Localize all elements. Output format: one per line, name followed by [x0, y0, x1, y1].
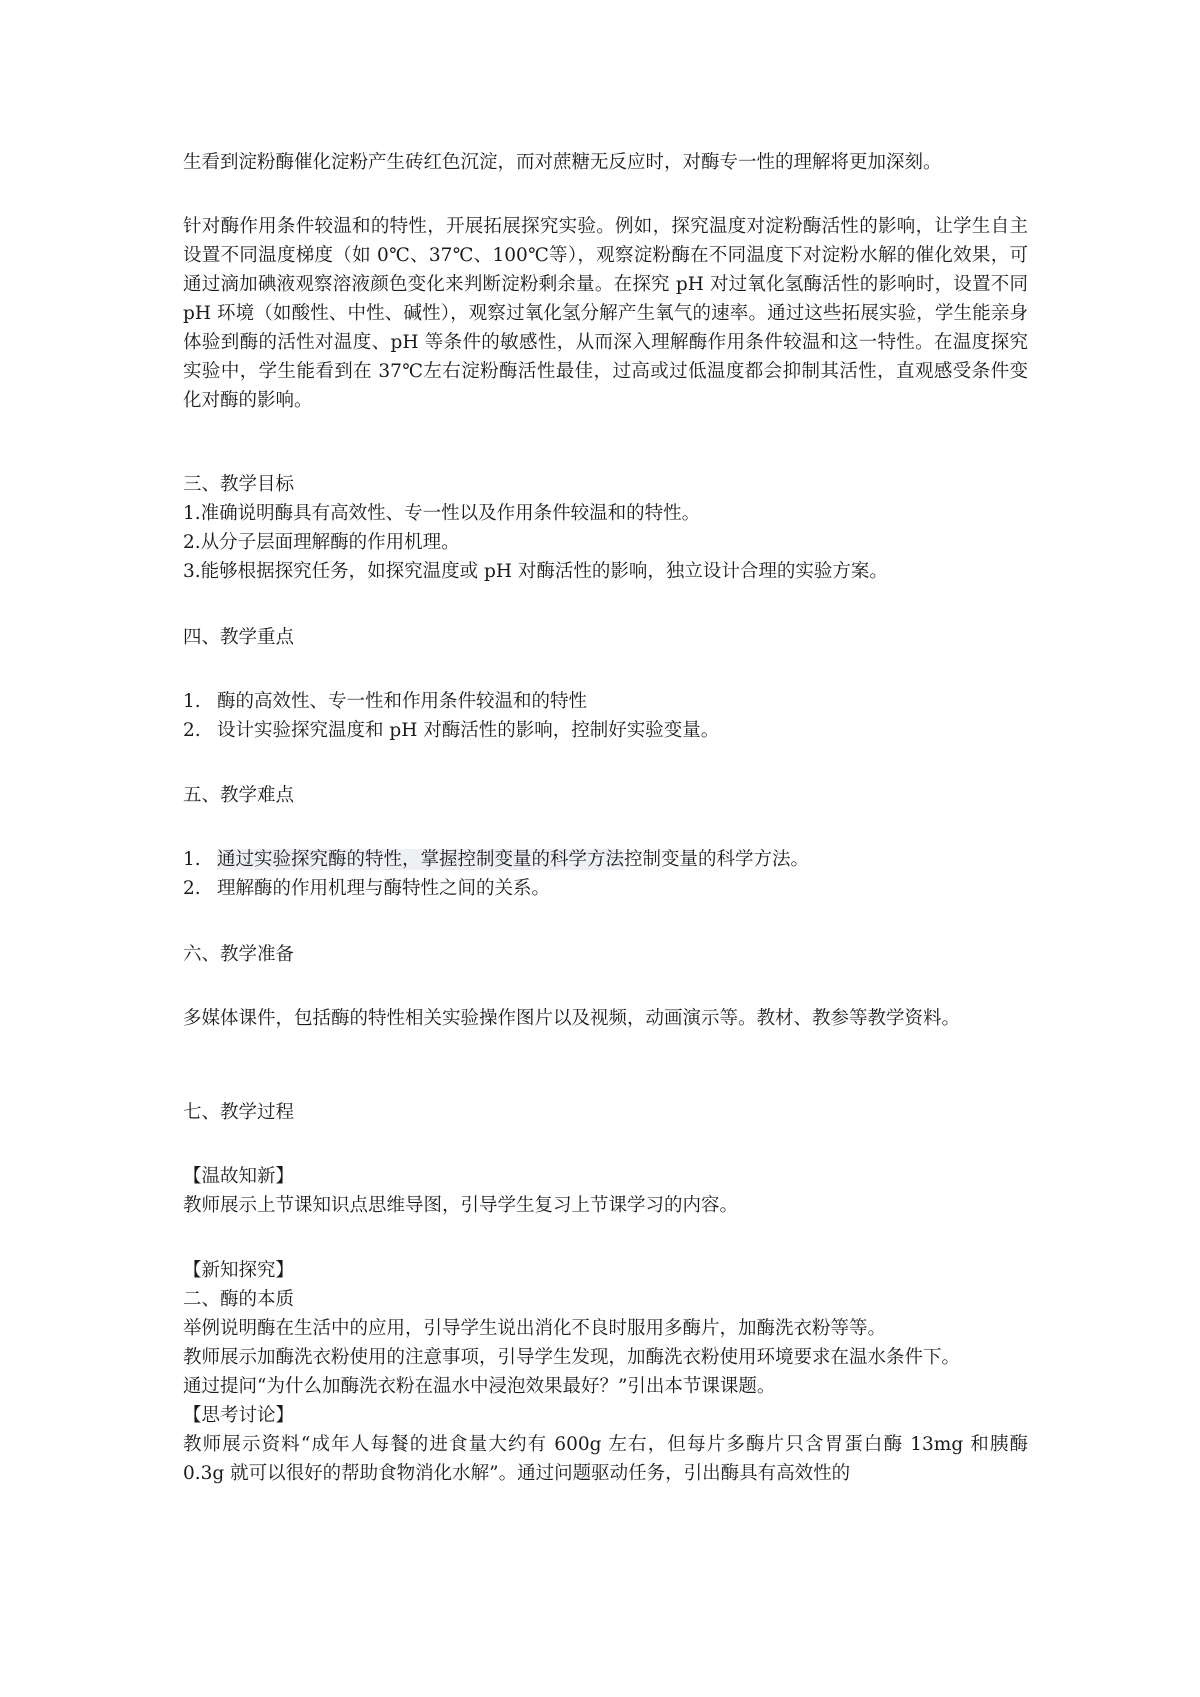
new-knowledge-line: 举例说明酶在生活中的应用，引导学生说出消化不良时服用多酶片，加酶洗衣粉等等。 [183, 1318, 887, 1339]
think-discuss-body: 教师展示资料“成年人每餐的进食量大约有 600g 左右，但每片多酶片只含胃蛋白酶 13mg 和胰酶 0.3g 就可以很好的帮助食物消化水解”。通过问题驱动任务，引出酶具有高效性的 [183, 1434, 1028, 1484]
section-title: 三、教学目标 [183, 474, 295, 495]
list-number: 2. [183, 878, 201, 899]
section-title: 七、教学过程 [183, 1102, 295, 1123]
new-knowledge-tag: 【新知探究】 [183, 1260, 295, 1281]
list-item [183, 874, 1028, 903]
section-teaching-difficulty-list [183, 845, 1028, 903]
review-tag: 【温故知新】 [183, 1166, 295, 1187]
new-knowledge-line: 教师展示加酶洗衣粉使用的注意事项，引导学生发现，加酶洗衣粉使用环境要求在温水条件下。 [183, 1347, 961, 1368]
list-item [183, 716, 1028, 745]
review-block [183, 1162, 1028, 1220]
section-teaching-process-title [183, 1098, 1028, 1127]
list-number: 2. [183, 720, 201, 741]
list-text: 理解酶的作用机理与酶特性之间的关系。 [217, 878, 551, 899]
list-item [183, 845, 1028, 874]
think-discuss-tag: 【思考讨论】 [183, 1405, 295, 1426]
section-teaching-prep-body: 多媒体课件，包括酶的特性相关实验操作图片以及视频，动画演示等。教材、教参等教学资料。 [183, 1008, 961, 1029]
list-text: 控制变量的科学方法。 [624, 849, 810, 870]
section-teaching-focus-list [183, 687, 1028, 745]
new-knowledge-line: 通过提问“为什么加酶洗衣粉在温水中浸泡效果最好？”引出本节课课题。 [183, 1376, 776, 1397]
list-number: 1. [183, 849, 201, 870]
section-teaching-prep-title [183, 940, 1028, 969]
section-title: 五、教学难点 [183, 785, 295, 806]
list-number: 1. [183, 691, 201, 712]
list-item: 2.从分子层面理解酶的作用机理。 [183, 532, 460, 553]
section-teaching-goals [183, 470, 1028, 586]
section-title: 四、教学重点 [183, 627, 295, 648]
paragraph-extension-experiments: 针对酶作用条件较温和的特性，开展拓展探究实验。例如，探究温度对淀粉酶活性的影响，让学生自主设置不同温度梯度（如 0℃、37℃、100℃等），观察淀粉酶在不同温度下对淀粉水解的催化效果，可通过滴加碘液观察溶液颜色变化来判断淀粉剩余量。在探究 pH 对过氧化氢酶活性的影响时，设置不同 pH 环境（如酸性、中性、碱性），观察过氧化氢分解产生氧气的速率。通过这些拓展实验，学生能亲身体验到酶的活性对温度、pH 等条件的敏感性，从而深入理解酶作用条件较温和这一特性。在温度探究实验中，学生能看到在 37℃左右淀粉酶活性最佳，过高或过低温度都会抑制其活性，直观感受条件变化对酶的影响。 [183, 216, 1028, 411]
new-knowledge-subtitle: 二、酶的本质 [183, 1289, 295, 1310]
review-body: 教师展示上节课知识点思维导图，引导学生复习上节课学习的内容。 [183, 1195, 739, 1216]
highlighted-text: 通过实验探究酶的特性，掌握控制变量的科学方法 [217, 849, 625, 870]
list-text: 设计实验探究温度和 pH 对酶活性的影响，控制好实验变量。 [217, 720, 720, 741]
section-teaching-difficulty-title [183, 781, 1028, 810]
section-teaching-focus-title [183, 623, 1028, 652]
section-title: 六、教学准备 [183, 944, 295, 965]
paragraph-continuation: 生看到淀粉酶催化淀粉产生砖红色沉淀，而对蔗糖无反应时，对酶专一性的理解将更加深刻。 [183, 152, 942, 173]
list-text: 酶的高效性、专一性和作用条件较温和的特性 [217, 691, 588, 712]
list-item: 1.准确说明酶具有高效性、专一性以及作用条件较温和的特性。 [183, 503, 701, 524]
list-item: 3.能够根据探究任务，如探究温度或 pH 对酶活性的影响，独立设计合理的实验方案。 [183, 561, 888, 582]
new-knowledge-block [183, 1256, 1028, 1488]
list-item [183, 687, 1028, 716]
